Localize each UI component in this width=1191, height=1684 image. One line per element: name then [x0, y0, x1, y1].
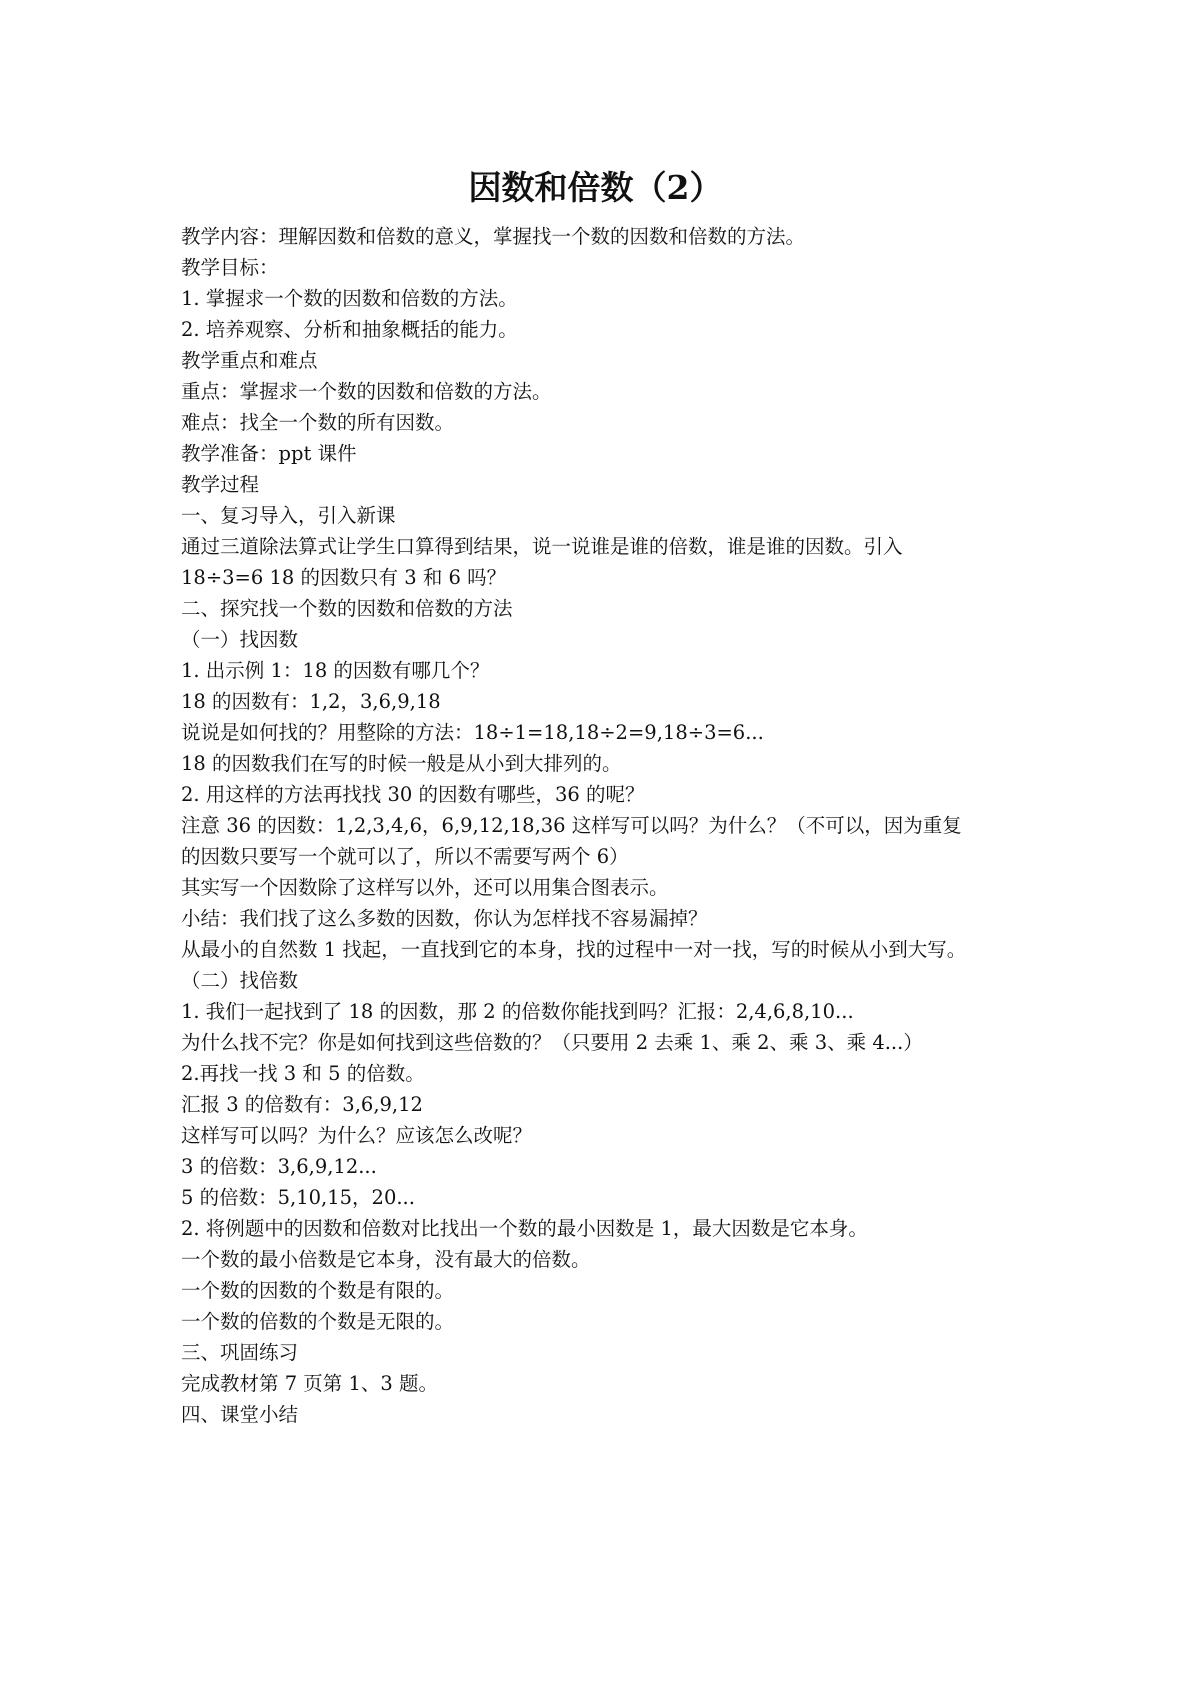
text-line: 2. 将例题中的因数和倍数对比找出一个数的最小因数是 1，最大因数是它本身。	[181, 1217, 868, 1240]
text-line: 重点：掌握求一个数的因数和倍数的方法。	[181, 380, 552, 403]
text-line: 18÷3=6 18 的因数只有 3 和 6 吗？	[181, 566, 507, 589]
text-line: 一个数的因数的个数是有限的。	[181, 1279, 455, 1302]
text-line: 二、探究找一个数的因数和倍数的方法	[181, 597, 513, 620]
text-line: 四、课堂小结	[181, 1403, 299, 1426]
document-body	[181, 221, 1021, 1430]
document-title: 因数和倍数（2）	[468, 168, 723, 207]
text-line: 从最小的自然数 1 找起，一直找到它的本身，找的过程中一对一找，写的时候从小到大写。	[181, 938, 967, 961]
text-line: 的因数只要写一个就可以了，所以不需要写两个 6）	[181, 845, 629, 868]
text-line: 完成教材第 7 页第 1、3 题。	[181, 1372, 439, 1395]
text-line: 教学重点和难点	[181, 349, 318, 372]
text-line: 教学目标：	[181, 256, 279, 279]
text-line: 教学过程	[181, 473, 260, 496]
text-line: 一个数的倍数的个数是无限的。	[181, 1310, 455, 1333]
text-line: 1. 掌握求一个数的因数和倍数的方法。	[181, 287, 518, 310]
text-line: 1. 我们一起找到了 18 的因数，那 2 的倍数你能找到吗？汇报：2,4,6,8,10...	[181, 1000, 854, 1023]
text-line: 三、巩固练习	[181, 1341, 299, 1364]
text-line: 18 的因数我们在写的时候一般是从小到大排列的。	[181, 752, 622, 775]
text-line: 一个数的最小倍数是它本身，没有最大的倍数。	[181, 1248, 591, 1271]
text-line: 2. 培养观察、分析和抽象概括的能力。	[181, 318, 518, 341]
text-line: 一、复习导入，引入新课	[181, 504, 396, 527]
text-line: 难点：找全一个数的所有因数。	[181, 411, 455, 434]
text-line: 注意 36 的因数：1,2,3,4,6，6,9,12,18,36 这样写可以吗？为什么？（不可以，因为重复	[181, 814, 962, 837]
text-line: 18 的因数有：1,2，3,6,9,18	[181, 690, 441, 713]
text-line: 2.再找一找 3 和 5 的倍数。	[181, 1062, 425, 1085]
text-line: 小结：我们找了这么多数的因数，你认为怎样找不容易漏掉？	[181, 907, 708, 930]
text-line: 汇报 3 的倍数有：3,6,9,12	[181, 1093, 423, 1116]
text-line: 3 的倍数：3,6,9,12...	[181, 1155, 377, 1178]
text-line: 2. 用这样的方法再找找 30 的因数有哪些，36 的呢？	[181, 783, 645, 806]
text-line: 说说是如何找的？用整除的方法：18÷1=18,18÷2=9,18÷3=6...	[181, 721, 764, 744]
text-line: 这样写可以吗？为什么？应该怎么改呢？	[181, 1124, 533, 1147]
text-line: 1. 出示例 1：18 的因数有哪几个？	[181, 659, 490, 682]
text-line: 为什么找不完？你是如何找到这些倍数的？（只要用 2 去乘 1、乘 2、乘 3、乘 4...）	[181, 1031, 923, 1054]
text-line: （二）找倍数	[181, 969, 299, 992]
text-line: 通过三道除法算式让学生口算得到结果，说一说谁是谁的倍数，谁是谁的因数。引入	[181, 535, 903, 558]
text-line: 教学准备：ppt 课件	[181, 442, 357, 465]
text-line: 5 的倍数：5,10,15，20...	[181, 1186, 415, 1209]
text-line: 教学内容：理解因数和倍数的意义，掌握找一个数的因数和倍数的方法。	[181, 225, 806, 248]
text-line: 其实写一个因数除了这样写以外，还可以用集合图表示。	[181, 876, 669, 899]
text-line: （一）找因数	[181, 628, 299, 651]
